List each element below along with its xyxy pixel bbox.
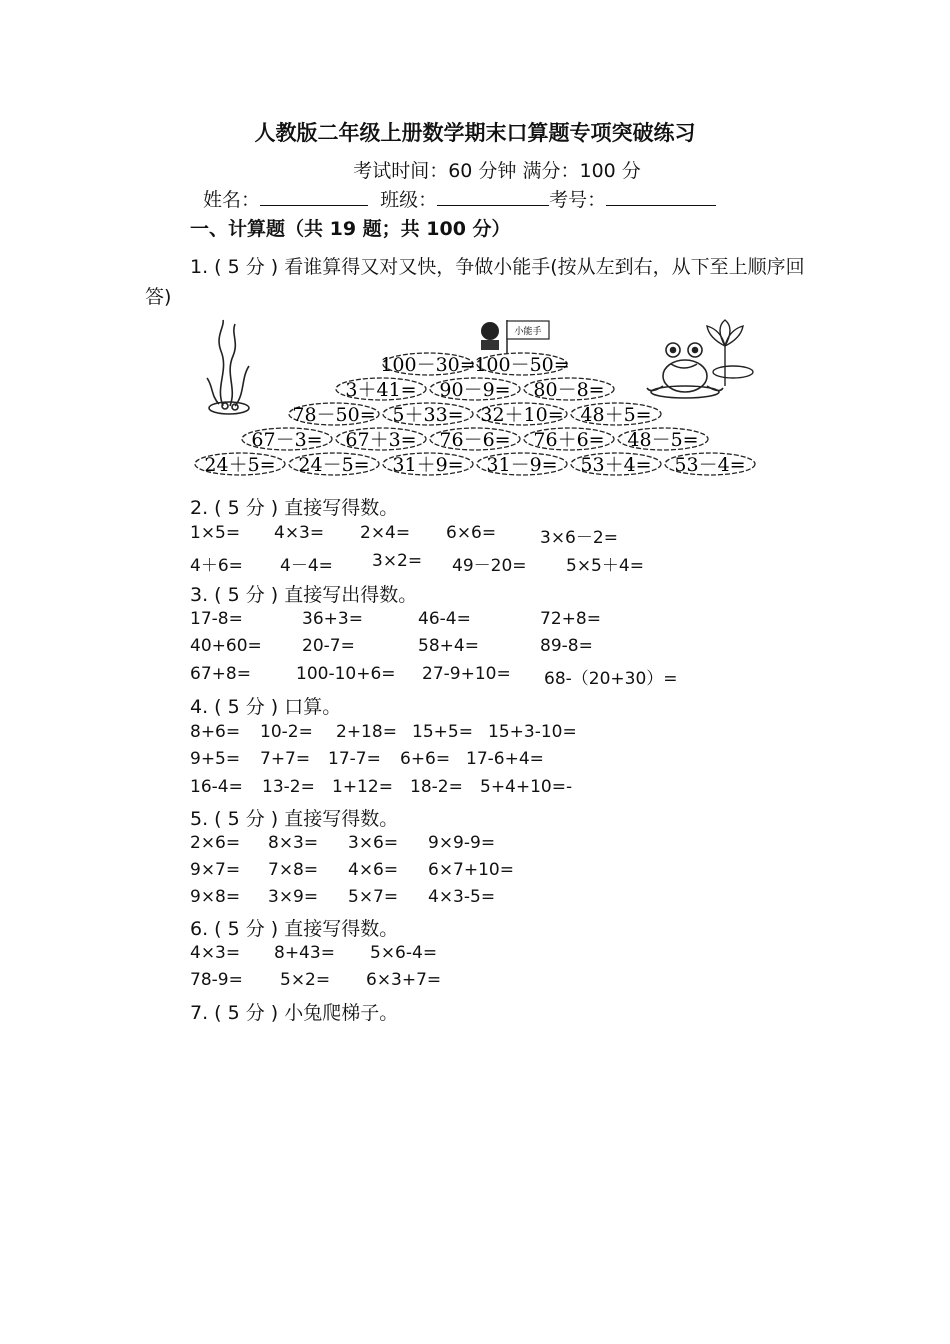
leaf-expression <box>336 378 426 401</box>
expression: 15+3-10= <box>488 722 577 742</box>
leaf-expression <box>524 378 614 401</box>
expression: 58+4= <box>418 636 479 656</box>
expression: 1+12= <box>332 777 393 797</box>
leaf-pyramid-figure <box>185 316 765 486</box>
expression: 4－4= <box>280 556 333 576</box>
expression: 4＋6= <box>190 556 243 576</box>
leaf-expression <box>289 403 379 426</box>
leaf-expression <box>430 428 520 451</box>
expression: 5×6-4= <box>370 943 438 963</box>
question-5-head: 5. ( 5 分 ) 直接写得数。 <box>190 808 399 830</box>
leaf-expression-text: 32＋10= <box>480 404 564 426</box>
lotus-icon <box>707 320 753 386</box>
leaf-expression <box>383 453 473 476</box>
expression: 9×7= <box>190 860 241 880</box>
expression: 36+3= <box>302 609 363 629</box>
expression: 7×8= <box>268 860 319 880</box>
frog-icon <box>647 343 723 398</box>
page-title: 人教版二年级上册数学期末口算题专项突破练习 <box>254 121 696 145</box>
leaf-expression <box>289 453 379 476</box>
expression: 4×6= <box>348 860 399 880</box>
expression: 6×6= <box>446 523 497 543</box>
leaf-expression-text: 76－6= <box>439 429 511 451</box>
question-3-head: 3. ( 5 分 ) 直接写出得数。 <box>190 584 418 606</box>
expression: 9+5= <box>190 749 241 769</box>
expression: 40+60= <box>190 636 262 656</box>
leaf-expression-text: 90－9= <box>439 379 511 401</box>
expression: 4×3-5= <box>428 887 496 907</box>
exam-time-score: 考试时间：60 分钟 满分：100 分 <box>353 160 641 182</box>
seaweed-icon <box>207 320 249 414</box>
expression: 7+7= <box>260 749 311 769</box>
leaf-expression-text: 53－4= <box>674 454 746 476</box>
expression: 5×5＋4= <box>566 556 644 576</box>
leaf-expression-text: 67＋3= <box>345 429 417 451</box>
leaf-expression-text: 67－3= <box>251 429 323 451</box>
leaf-expression <box>195 453 285 476</box>
expression: 2×6= <box>190 833 241 853</box>
expression: 3×6－2= <box>540 528 618 548</box>
expression: 13-2= <box>262 777 315 797</box>
leaf-expression-text: 5＋33= <box>392 404 464 426</box>
expression: 15+5= <box>412 722 473 742</box>
expression: 5×7= <box>348 887 399 907</box>
expression: 2+18= <box>336 722 397 742</box>
student-info-line <box>203 185 716 212</box>
expression: 16-4= <box>190 777 243 797</box>
expression: 8×3= <box>268 833 319 853</box>
number-blank[interactable] <box>606 187 716 206</box>
expression: 2×4= <box>360 523 411 543</box>
name-label: 姓名： <box>203 189 261 211</box>
expression: 49－20= <box>452 556 527 576</box>
class-label: 班级： <box>380 189 438 211</box>
expression: 9×8= <box>190 887 241 907</box>
expression: 3×6= <box>348 833 399 853</box>
expression: 6+6= <box>400 749 451 769</box>
leaf-expression <box>571 403 661 426</box>
question-1-head: 1. ( 5 分 ) 看谁算得又对又快，争做小能手(按从左到右，从下至上顺序回答) <box>145 256 805 308</box>
leaf-expression-text: 100－30= <box>380 354 476 376</box>
expression: 4×3= <box>274 523 325 543</box>
expression: 1×5= <box>190 523 241 543</box>
expression: 18-2= <box>410 777 463 797</box>
expression: 68-（20+30）= <box>544 669 678 689</box>
name-blank[interactable] <box>260 187 368 206</box>
leaf-expression <box>524 428 614 451</box>
leaf-expression <box>242 428 332 451</box>
question-6-head: 6. ( 5 分 ) 直接写得数。 <box>190 918 399 940</box>
expression: 78-9= <box>190 970 243 990</box>
leaf-expression-text: 78－50= <box>292 404 376 426</box>
expression: 8+6= <box>190 722 241 742</box>
leaf-expression-text: 31－9= <box>486 454 558 476</box>
expression: 3×9= <box>268 887 319 907</box>
expression: 5+4+10=- <box>480 777 573 797</box>
leaf-expression-text: 100－50= <box>474 354 570 376</box>
expression: 17-6+4= <box>466 749 544 769</box>
expression: 67+8= <box>190 664 251 684</box>
leaf-expression <box>383 403 473 426</box>
leaf-expression-text: 31＋9= <box>392 454 464 476</box>
leaf-expression-text: 48－5= <box>627 429 699 451</box>
leaf-expression <box>477 453 567 476</box>
question-4-head: 4. ( 5 分 ) 口算。 <box>190 696 342 718</box>
expression: 4×3= <box>190 943 241 963</box>
expression: 5×2= <box>280 970 331 990</box>
expression: 20-7= <box>302 636 355 656</box>
expression: 8+43= <box>274 943 335 963</box>
leaf-expression <box>618 428 708 451</box>
expression: 46-4= <box>418 609 471 629</box>
expression: 89-8= <box>540 636 593 656</box>
class-blank[interactable] <box>437 187 549 206</box>
leaf-expression-text: 24＋5= <box>204 454 276 476</box>
leaf-expression-text: 76＋6= <box>533 429 605 451</box>
expression: 17-7= <box>328 749 381 769</box>
leaf-expression <box>665 453 755 476</box>
expression: 6×7+10= <box>428 860 514 880</box>
expression: 9×9-9= <box>428 833 496 853</box>
expression: 6×3+7= <box>366 970 442 990</box>
section-heading: 一、计算题（共 19 题；共 100 分） <box>190 218 511 240</box>
flag-icon <box>481 320 549 356</box>
leaf-expression <box>477 403 567 426</box>
leaf-expression <box>474 353 569 376</box>
expression: 72+8= <box>540 609 601 629</box>
leaf-expression-text: 24－5= <box>298 454 370 476</box>
leaf-expression-text: 3＋41= <box>345 379 417 401</box>
number-label: 考号： <box>549 189 607 211</box>
expression: 10-2= <box>260 722 313 742</box>
expression: 100-10+6= <box>296 664 396 684</box>
expression: 3×2= <box>372 551 423 571</box>
leaf-expression-text: 48＋5= <box>580 404 652 426</box>
leaf-expression <box>571 453 661 476</box>
expression: 27-9+10= <box>422 664 511 684</box>
leaf-expression-text: 80－8= <box>533 379 605 401</box>
leaf-expression <box>430 378 520 401</box>
leaf-expression <box>336 428 426 451</box>
question-2-head: 2. ( 5 分 ) 直接写得数。 <box>190 497 399 519</box>
flag-label: 小能手 <box>514 327 542 337</box>
question-7-head: 7. ( 5 分 ) 小兔爬梯子。 <box>190 1002 399 1024</box>
leaf-expression <box>380 353 475 376</box>
leaf-expression-text: 53＋4= <box>580 454 652 476</box>
expression: 17-8= <box>190 609 243 629</box>
